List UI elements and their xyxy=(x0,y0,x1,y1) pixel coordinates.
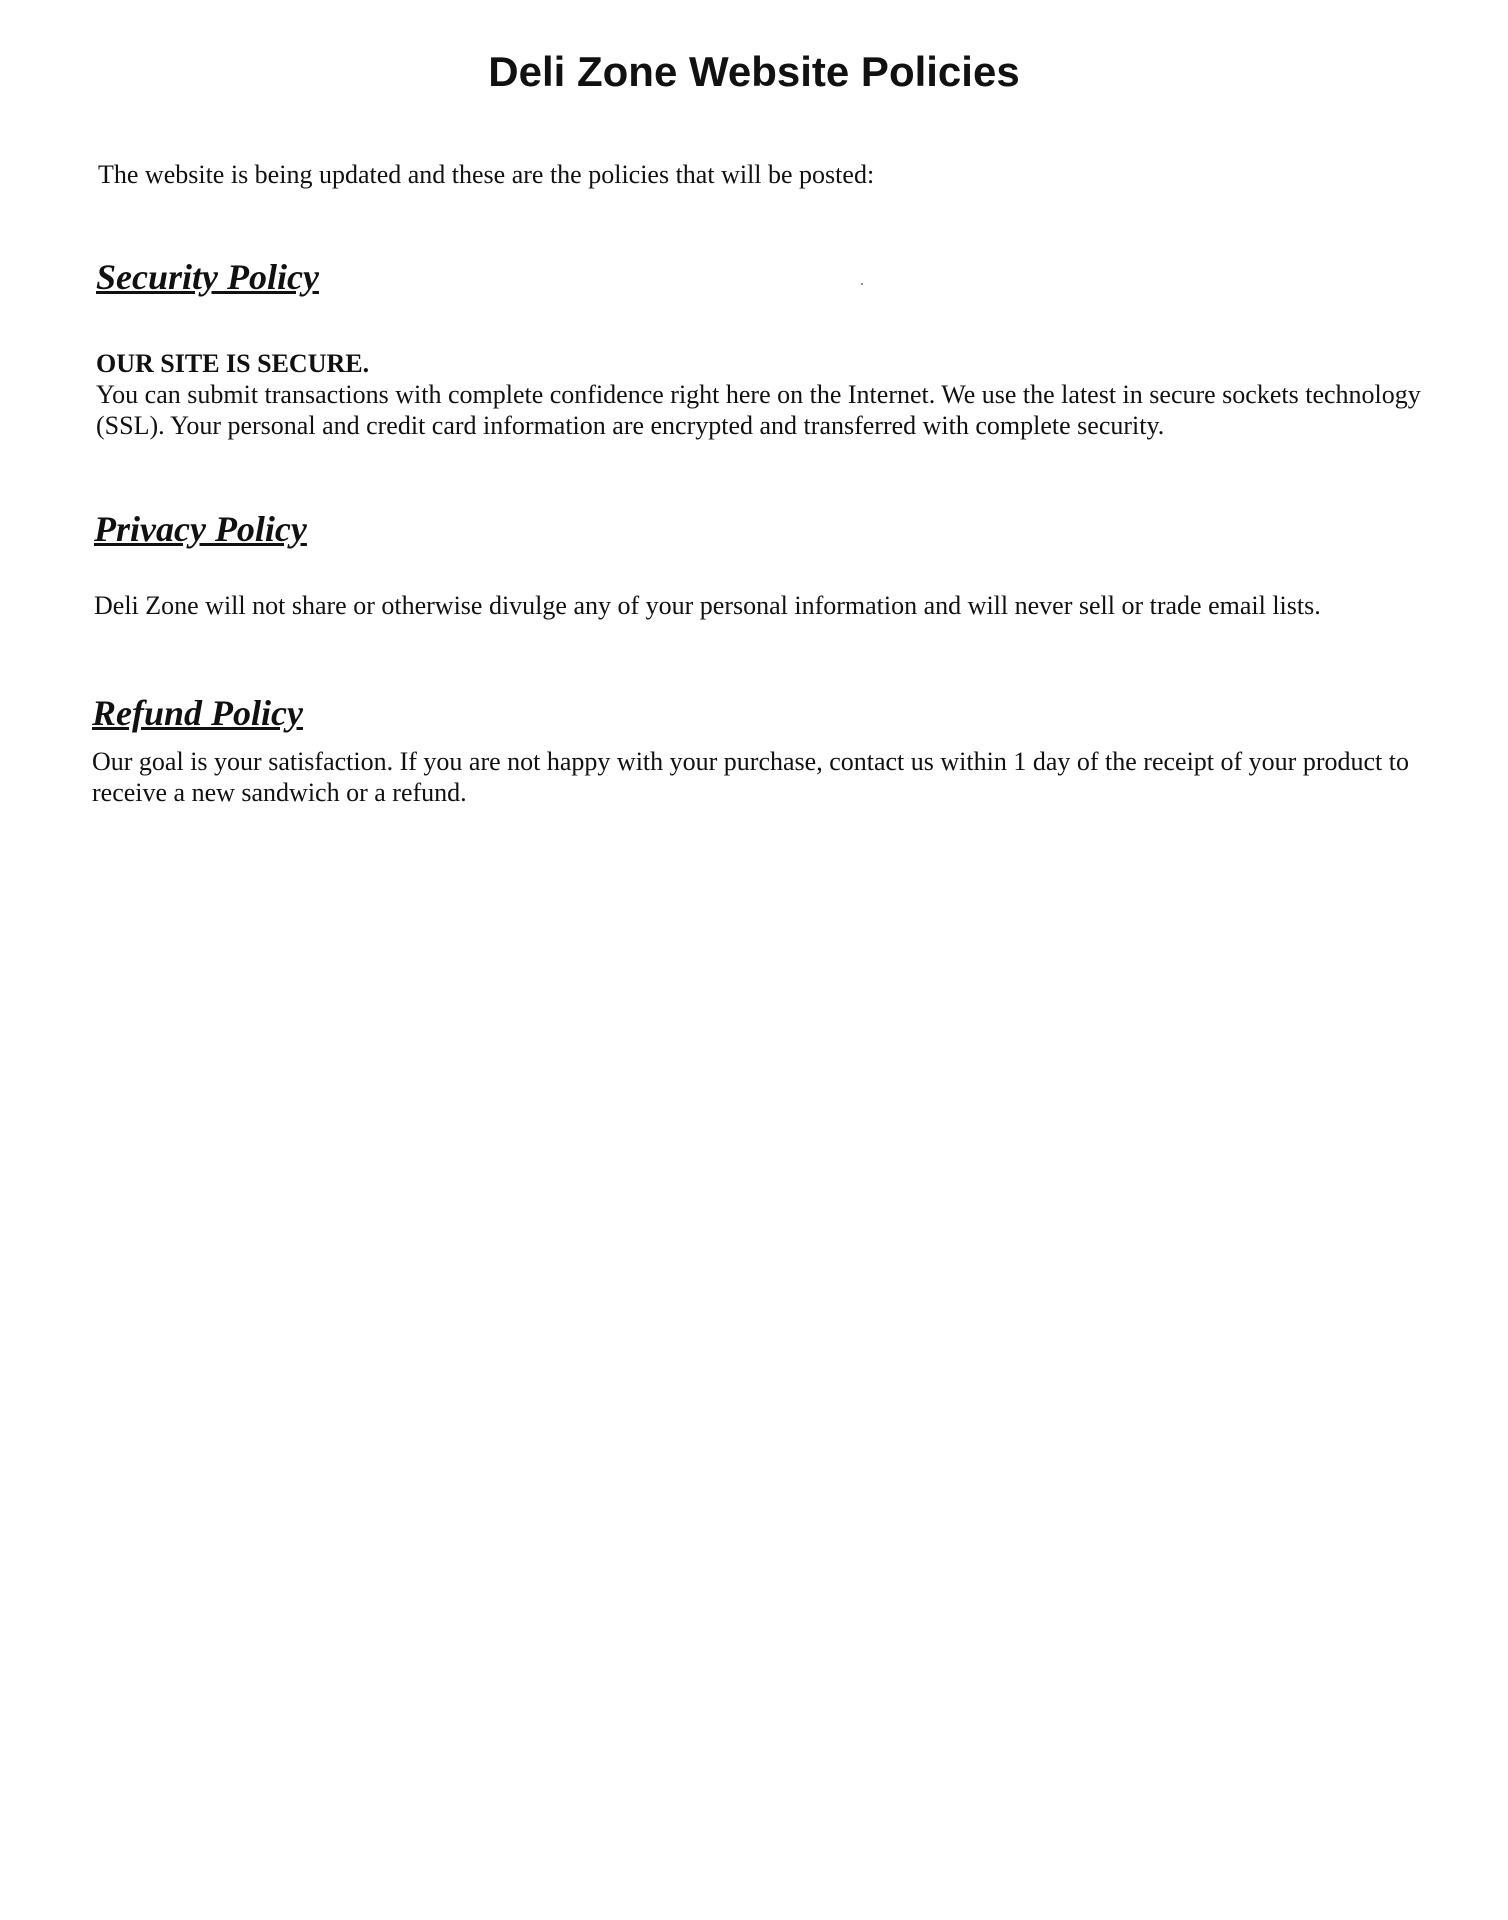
privacy-policy-body: Deli Zone will not share or otherwise divulge any of your personal information and will never sell or trade email lists. xyxy=(94,591,1321,620)
security-policy-heading: Security Policy xyxy=(96,257,319,297)
scan-speck xyxy=(861,283,863,285)
intro-text: The website is being updated and these are the policies that will be posted: xyxy=(98,160,875,189)
security-policy-body: You can submit transactions with complete confidence right here on the Internet. We use the latest in secure sockets technology (SSL). Your personal and credit card information are encrypted and transferred with complete security. xyxy=(96,380,1421,440)
security-subheading: OUR SITE IS SECURE. xyxy=(96,349,370,378)
refund-policy-body: Our goal is your satisfaction. If you are not happy with your purchase, contact us within 1 day of the receipt of your product to receive a new sandwich or a refund. xyxy=(92,747,1409,807)
privacy-policy-heading: Privacy Policy xyxy=(94,509,307,549)
page-title: Deli Zone Website Policies xyxy=(488,48,1020,95)
security-policy-section xyxy=(96,348,1426,441)
refund-policy-heading: Refund Policy xyxy=(92,693,303,733)
